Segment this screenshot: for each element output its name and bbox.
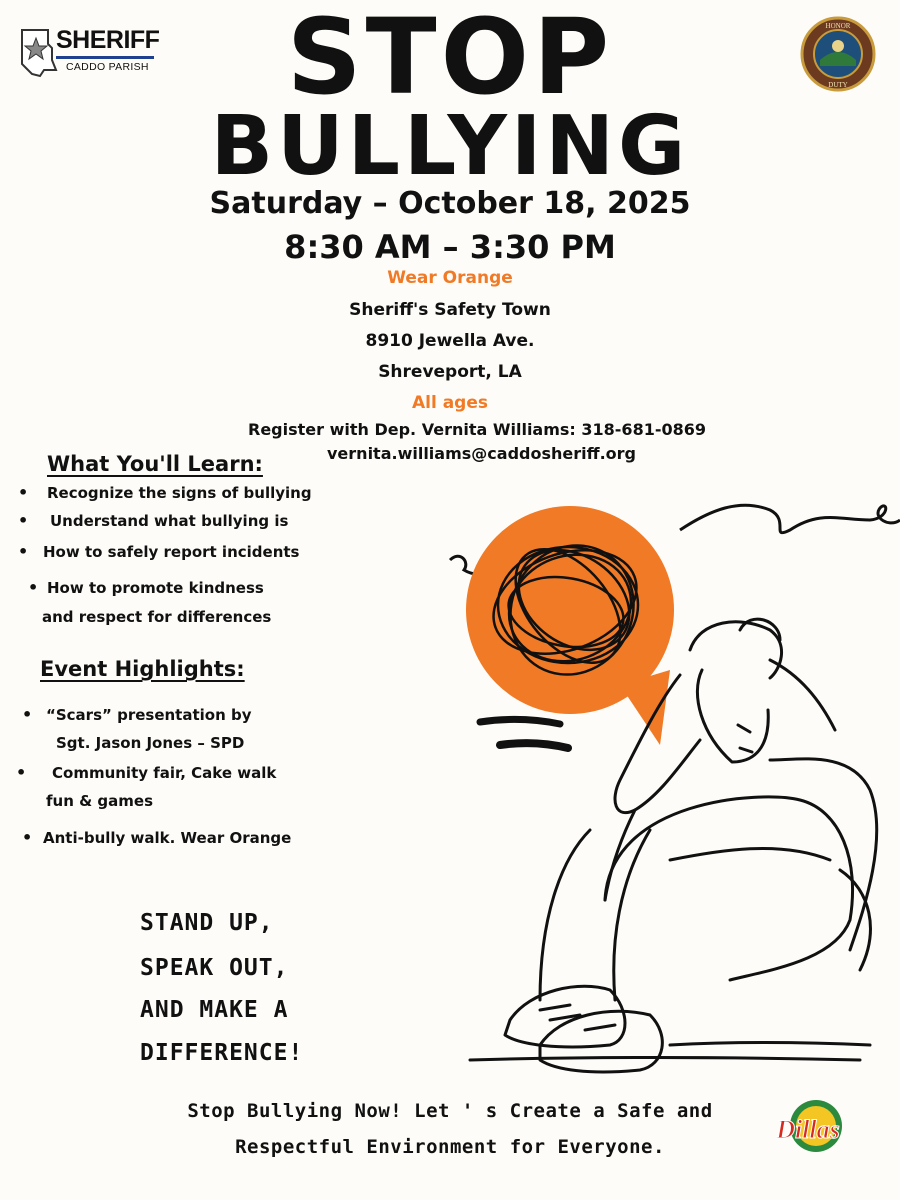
learn-list: • Recognize the signs of bullying • Understand what bullying is • How to safely report incidents • How to promote kindness and respect for differences: [18, 480, 348, 640]
learn-heading: What You'll Learn:: [47, 452, 263, 476]
dillas-logo-icon: [768, 1094, 854, 1160]
list-item: How to promote kindness: [47, 579, 264, 597]
slogan-line: SPEAK OUT,: [140, 955, 289, 981]
slogan-line: AND MAKE A: [140, 997, 289, 1023]
list-item: How to safely report incidents: [43, 543, 300, 561]
footer-line-1: Stop Bullying Now! Let ' s Create a Safe and: [187, 1100, 713, 1122]
seal-bottom-text: DUTY: [828, 81, 848, 89]
slogan-line: STAND UP,: [140, 910, 274, 936]
registration-contact: Register with Dep. Vernita Williams: 318-681-0869: [248, 420, 706, 439]
audience: All ages: [411, 393, 489, 413]
venue-name: Sheriff's Safety Town: [349, 300, 551, 320]
list-item: Recognize the signs of bullying: [47, 484, 312, 502]
venue-street: 8910 Jewella Ave.: [365, 331, 535, 351]
event-time: 8:30 AM – 3:30 PM: [284, 228, 616, 266]
list-item: and respect for differences: [42, 608, 272, 626]
contact-email[interactable]: vernita.williams@caddosheriff.org: [327, 444, 636, 463]
list-item: “Scars” presentation by: [46, 706, 252, 724]
list-item: Understand what bullying is: [50, 512, 289, 530]
sheriff-subtitle: CADDO PARISH: [66, 61, 149, 73]
title-line-1: STOP: [286, 0, 614, 118]
highlights-heading: Event Highlights:: [40, 657, 245, 681]
title-line-2: BULLYING: [210, 99, 690, 194]
footer-line-2: Respectful Environment for Everyone.: [235, 1136, 665, 1158]
highlights-list: • “Scars” presentation by Sgt. Jason Jones – SPD • Community fair, Cake walk fun & games • Anti-bully walk. Wear Orange: [20, 702, 350, 862]
list-item: fun & games: [46, 792, 153, 810]
event-date: Saturday – October 18, 2025: [209, 186, 691, 221]
dillas-wordmark: Dillas: [776, 1115, 840, 1144]
slogan-line: DIFFERENCE!: [140, 1040, 304, 1066]
stressed-person-illustration: [440, 500, 900, 1080]
sheriff-word: SHERIFF: [56, 26, 160, 54]
seal-top-text: HONOR: [825, 22, 851, 30]
list-item: Sgt. Jason Jones – SPD: [56, 734, 245, 752]
venue-city: Shreveport, LA: [378, 362, 522, 382]
list-item: Anti-bully walk. Wear Orange: [43, 829, 292, 847]
list-item: Community fair, Cake walk: [52, 764, 277, 782]
dress-code: Wear Orange: [387, 268, 513, 288]
